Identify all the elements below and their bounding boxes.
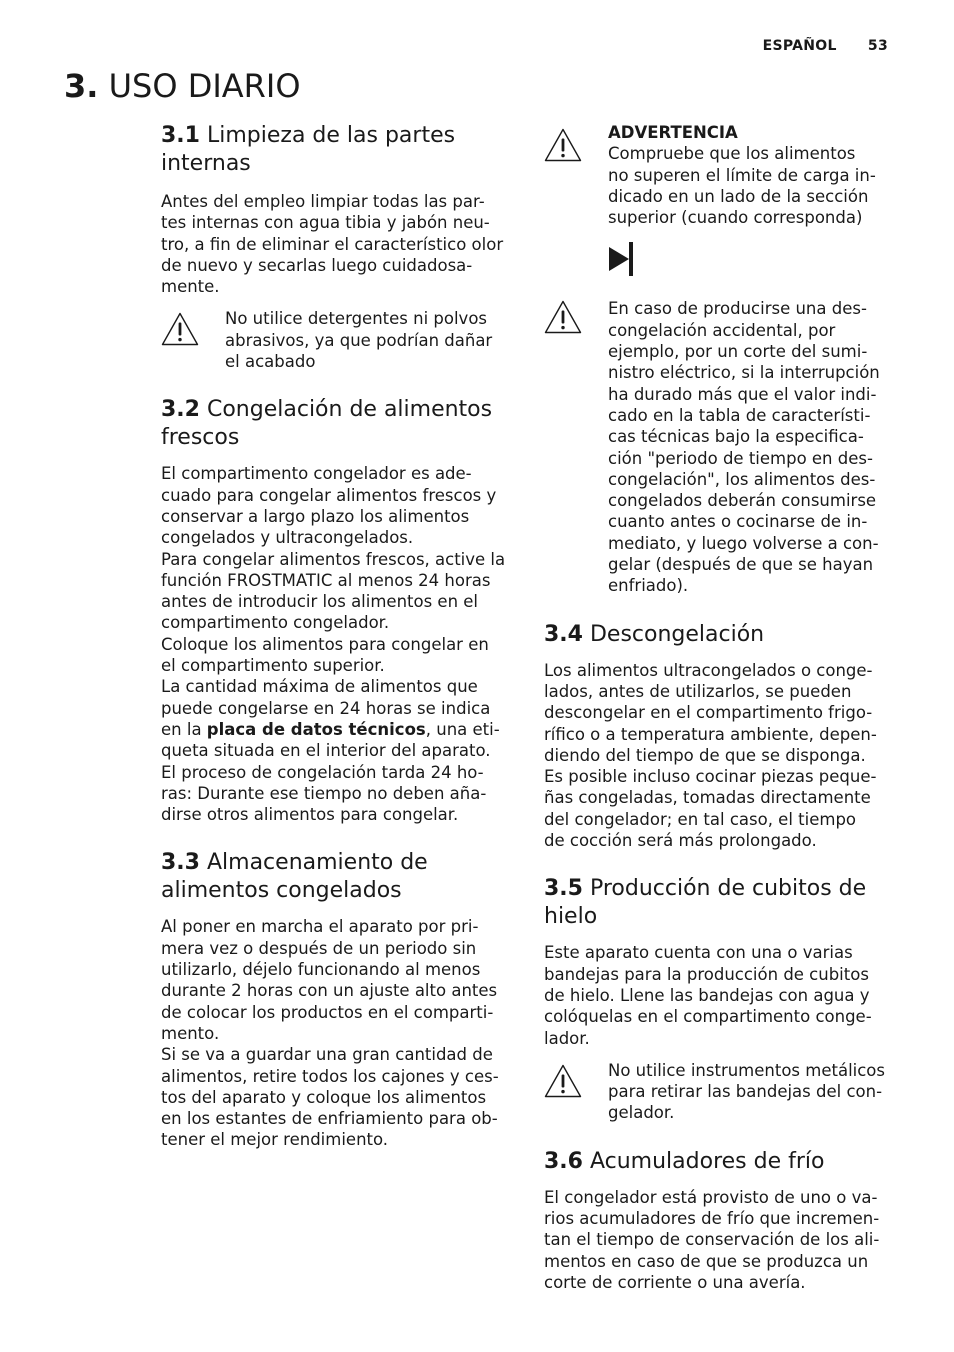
warning-triangle-icon xyxy=(544,300,582,334)
chapter-title-text: USO DIARIO xyxy=(108,67,301,105)
section-number: 3.6 xyxy=(544,1148,583,1174)
section-number: 3.4 xyxy=(544,621,583,647)
section-heading-3-4 xyxy=(544,621,896,649)
section-title: Almacenamiento de alimentos congelados xyxy=(161,850,428,904)
section-title: Acumuladores de frío xyxy=(589,1148,825,1174)
section-body-3-3: Al poner en marcha el aparato por pri- mera vez o después de un periodo sin utilizarlo, déjelo funcionando al menos durante 2 horas con un ajuste alto antes de colocar los productos en el comparti- mento. Si se va a guardar una gran cantidad de alimentos, retire todos los cajones y ces- tos del aparato y coloque los alimentos en los estantes de enfriamiento para ob- tener el mejor rendimiento. xyxy=(161,917,499,1150)
warning-triangle-icon xyxy=(544,128,582,162)
section-heading-3-1 xyxy=(161,122,513,178)
section-heading-3-6 xyxy=(544,1148,896,1176)
section-heading-3-3 xyxy=(161,849,513,905)
warning-triangle-icon xyxy=(544,1064,582,1098)
section-title: Descongelación xyxy=(589,621,765,647)
section-title: Congelación de alimentos frescos xyxy=(161,397,493,451)
section-number: 3.2 xyxy=(161,397,200,423)
body-text-part: , una eti- queta situada en el interior del aparato. El proceso de congelación tarda 24 ho- ras: Durante ese tiempo no deben aña- dirse otros alimentos para congelar. xyxy=(161,719,500,825)
section-body-3-5: Este aparato cuenta con una o varias bandejas para la producción de cubitos de hielo. Llene las bandejas con agua y colóquelas en el compartimento conge- lador. xyxy=(544,943,872,1048)
section-heading-3-2 xyxy=(161,396,513,452)
defrost-warning-note xyxy=(544,298,896,596)
warning-note-metal-tools xyxy=(544,1060,896,1124)
section-body-3-4: Los alimentos ultracongelados o conge- lados, antes de utilizarlos, se pueden descongelar en el compartimento frigo- rífico o a temperatura ambiente, depen- diendo del tiempo de que se disponga. Es posible incluso cocinar piezas peque- ñas congeladas, tomadas directamente del congelador; en tal caso, el tiempo de cocción será más prolongado. xyxy=(544,660,877,851)
section-title: Limpieza de las partes internas xyxy=(161,123,456,176)
section-number: 3.1 xyxy=(161,123,200,148)
language-label: ESPAÑOL xyxy=(762,38,837,54)
chapter-number: 3. xyxy=(64,67,99,105)
rating-plate-term: placa de datos técnicos xyxy=(206,719,426,739)
chapter-title xyxy=(64,64,301,108)
warning-text: No utilice instrumentos metálicos para retirar las bandejas del con- gelador. xyxy=(608,1060,886,1123)
section-body-3-6: El congelador está provisto de uno o va- rios acumuladores de frío que incremen- tan el tiempo de conservación de los ali- mentos en caso de que se produzca un corte de corriente o una avería. xyxy=(544,1187,880,1292)
section-heading-3-5 xyxy=(544,875,896,931)
section-number: 3.3 xyxy=(161,850,200,876)
section-title: Producción de cubitos de hielo xyxy=(544,876,867,930)
load-limit-icon xyxy=(608,240,634,278)
section-number: 3.5 xyxy=(544,876,583,902)
advertencia-text: Compruebe que los alimentos no superen el límite de carga in- dicado en un lado de la sección superior (cuando corresponda) xyxy=(608,144,876,228)
warning-triangle-icon xyxy=(161,312,199,346)
right-column xyxy=(544,122,896,1293)
section-body-3-2 xyxy=(161,463,513,825)
warning-text: No utilice detergentes ni polvos abrasivos, ya que podrían dañar el acabado xyxy=(225,309,493,372)
page-number: 53 xyxy=(867,38,888,54)
advertencia-note xyxy=(544,122,896,278)
body-text-part: El compartimento congelador es ade- cuado para congelar alimentos frescos y conservar a largo plazo los alimentos congelados y ultracongelados. Para congelar alimentos frescos, active la función FROSTMATIC al menos 24 horas antes de introducir los alimentos en el compartimento congelador. Coloque los alimentos para congelar en el compartimento superior. La cantidad máxima de alimentos que puede congelarse en 24 horas se indica en la xyxy=(161,464,506,739)
section-body-3-1: Antes del empleo limpiar todas las par- tes internas con agua tibia y jabón neu- tro, a fin de eliminar el característico olor de nuevo y secarlas luego cuidadosa- mente. xyxy=(161,192,504,297)
warning-note-detergents xyxy=(161,308,513,372)
page-header xyxy=(763,38,888,54)
defrost-warning-text: En caso de producirse una des- congelación accidental, por ejemplo, por un corte del sumi- nistro eléctrico, si la interrupción ha durado más que el valor indi- cado en la tabla de característi- cas técnicas bajo la especifica- ción "periodo de tiempo en des- congelación", los alimentos des- congelados deberán consumirse cuanto antes o cocinarse de in- mediato, y luego volverse a con- gelar (después de que se hayan enfriado). xyxy=(608,299,880,596)
left-column xyxy=(161,122,513,1151)
advertencia-title: ADVERTENCIA xyxy=(608,123,738,142)
